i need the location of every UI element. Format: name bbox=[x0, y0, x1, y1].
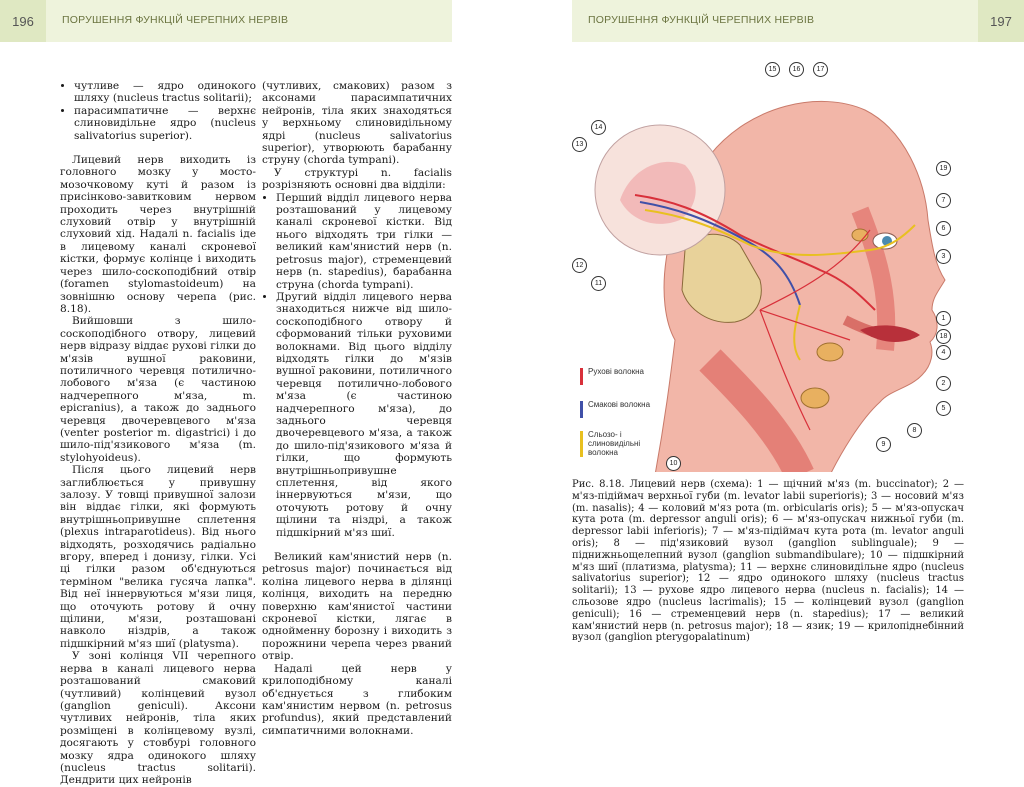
bullet-first-division: • Перший відділ лицевого нерва розташований у лицевому каналі скроневої кістки. Від нього відходять три гілки — великий кам'янистий нерв (n. petrosus major), стременцевий нерв (n. stapedius), барабанна струна (chorda tympani). bbox=[276, 192, 452, 291]
legend-label: Смакові волокна bbox=[588, 400, 651, 409]
callout-7: 7 bbox=[936, 193, 951, 208]
facial-nerve-figure bbox=[560, 60, 964, 472]
callout-13: 13 bbox=[572, 137, 587, 152]
callout-2: 2 bbox=[936, 376, 951, 391]
callout-9: 9 bbox=[876, 437, 891, 452]
figure-caption: Рис. 8.18. Лицевий нерв (схема): 1 — щічний м'яз (m. buccinator); 2 — м'яз-підіймач верхньої губи (m. levator labii superioris); 3 — носовий м'яз (m. nasalis); 4 — коловий м'яз рота (m. orbicularis oris); 5 — м'яз-опускач кута рота (m. depressor anguli oris); 6 — м'яз-опускач нижньої губи (m. depressor labii inferioris); 7 — м'яз-підіймач кута рота (m. levator anguli oris); 8 — під'язиковий вузол (ganglion sublinguale); 9 — піднижньощелепний вузол (ganglion submandibulare); 10 — підшкірний м'яз шиї (платизма, platysma); 11 — верхнє слиновидільне ядро (nucleus salivatorius superior); 12 — ядро одинокого шляху (nucleus tractus solitarii); 13 — рухове ядро лицевого нерва (nucleus n. facialis); 14 — сльозове ядро (nucleus lacrimalis); 15 — колінцевий вузол (ganglion geniculi); 16 — стременцевий нерв (n. stapedius); 17 — великий кам'янистий нерв (n. petrosus major); 18 — язик; 19 — крилопіднебінний вузол (ganglion pterygopalatinum) bbox=[572, 479, 964, 644]
paragraph: Вийшовши з шило-соскоподібного отвору, лицевий нерв відразу віддає рухові гілки до м'язів вушної раковини, потиличного черевця потилично-лобового м'яза (є частиною надчерепного м'яза, m. epicranius), а також до заднього черевця двочеревцевого м'яза (venter posterior m. digastrici) і до шило-під'язикового м'яза (m. stylohyoideus). bbox=[60, 315, 256, 464]
callout-6: 6 bbox=[936, 221, 951, 236]
legend-label: Сльозо- і слиновидільні волокна bbox=[588, 430, 641, 457]
legend-taste bbox=[588, 400, 650, 409]
callout-14: 14 bbox=[591, 120, 606, 135]
legend-secretory bbox=[588, 430, 658, 457]
callout-10: 10 bbox=[666, 456, 681, 471]
callout-16: 16 bbox=[789, 62, 804, 77]
paragraph: (чутливих, смакових) разом з аксонами парасимпатичних нейронів, тіла яких знаходяться у верхньому слиновидільному ядрі (nucleus salivatorius superior), утворюють барабанну струну (chorda tympani). bbox=[262, 80, 452, 167]
right-page-number: 197 bbox=[978, 0, 1024, 42]
text-column-1 bbox=[60, 80, 256, 787]
callout-18: 18 bbox=[936, 329, 951, 344]
left-page-number: 196 bbox=[0, 0, 46, 42]
text-column-2 bbox=[262, 80, 452, 737]
callout-8: 8 bbox=[907, 423, 922, 438]
legend-swatch-secretory bbox=[580, 431, 583, 457]
callout-11: 11 bbox=[591, 276, 606, 291]
bullet-second-division: • Другий відділ лицевого нерва знаходиться нижче від шило-соскоподібного отвору й сформований тільки руховими волокнами. Від цього відділу відходять гілки до м'язів вушної раковини, потиличного черевця потилично-лобового м'яза (є частиною надчерепного м'яза), до заднього черевця двочеревцевого м'яза, а також до шило-під'язикового м'яза й гілки, що формують внутрішньопривушне сплетення, від якого іннервуються м'язи, що оточують ротову й очну щілини та ніздрі, а також підшкірний м'яз шиї. bbox=[276, 291, 452, 539]
paragraph: Після цього лицевий нерв заглиблюється у привушну залозу. У товщі привушної залози він віддає гілки, які формують внутрішньопривушне сплетення (plexus intraparotideus). Від нього відходять, розходячись радіально вгору, вперед і донизу, гілки. Усі ці гілки разом об'єднуються терміном "велика гусяча лапка". Від неї іннервуються м'язи лиця, що оточують ротову й очну щілини, м'язи, розташовані навколо ніздрів, а також підшкірний м'яз шиї (platysma). bbox=[60, 464, 256, 650]
callout-17: 17 bbox=[813, 62, 828, 77]
left-running-title: ПОРУШЕННЯ ФУНКЦІЙ ЧЕРЕПНИХ НЕРВІВ bbox=[62, 14, 289, 26]
legend-label: Рухові волокна bbox=[588, 367, 644, 376]
bullet-sensory: • чутливе — ядро одинокого шляху (nucleus tractus solitarii); bbox=[74, 80, 256, 105]
anatomy-illustration bbox=[560, 60, 964, 472]
legend-swatch-taste bbox=[580, 401, 583, 418]
paragraph: У структурі n. facialis розрізняють основні два відділи: bbox=[262, 166, 452, 192]
callout-12: 12 bbox=[572, 258, 587, 273]
legend-swatch-motor bbox=[580, 368, 583, 385]
legend-motor bbox=[588, 367, 644, 376]
callout-1: 1 bbox=[936, 311, 951, 326]
callout-15: 15 bbox=[765, 62, 780, 77]
paragraph: Великий кам'янистий нерв (n. petrosus major) починається від коліна лицевого нерва в ділянці колінця, виходить на передню поверхню кам'янистої частини скроневої кістки, лягає в однойменну борозну і виходить з порожнини черепа через рваний отвір. bbox=[262, 551, 452, 663]
callout-4: 4 bbox=[936, 345, 951, 360]
callout-19: 19 bbox=[936, 161, 951, 176]
right-running-title: ПОРУШЕННЯ ФУНКЦІЙ ЧЕРЕПНИХ НЕРВІВ bbox=[588, 14, 815, 26]
callout-3: 3 bbox=[936, 249, 951, 264]
paragraph: У зоні колінця VII черепного нерва в каналі лицевого нерва розташований смаковий (чутливий) колінцевий вузол (ganglion geniculi). Аксони чутливих нейронів, тіла яких розміщені в колінцевому вузлі, досягають у стовбурі головного мозку ядра одинокого шляху (nucleus tractus solitarii). Дендрити цих нейронів bbox=[60, 650, 256, 787]
bullet-parasympathetic: • парасимпатичне — верхнє слиновидільне ядро (nucleus salivatorius superior). bbox=[74, 105, 256, 142]
paragraph: Лицевий нерв виходить із головного мозку у мосто-мозочковому куті й разом із присінково-завитковим нервом проходить через внутрішній слуховий отвір у внутрішній слуховий хід. Надалі n. facialis іде в лицевому каналі скроневої кістки, формує колінце і виходить через шило-соскоподібний отвір (foramen stylomastoideum) на зовнішню основу черепа (рис. 8.18). bbox=[60, 154, 256, 315]
callout-5: 5 bbox=[936, 401, 951, 416]
paragraph: Надалі цей нерв у крилоподібному каналі об'єднується з глибоким кам'янистим нервом (n. petrosus profundus), який представлений симпатичними волокнами. bbox=[262, 662, 452, 737]
